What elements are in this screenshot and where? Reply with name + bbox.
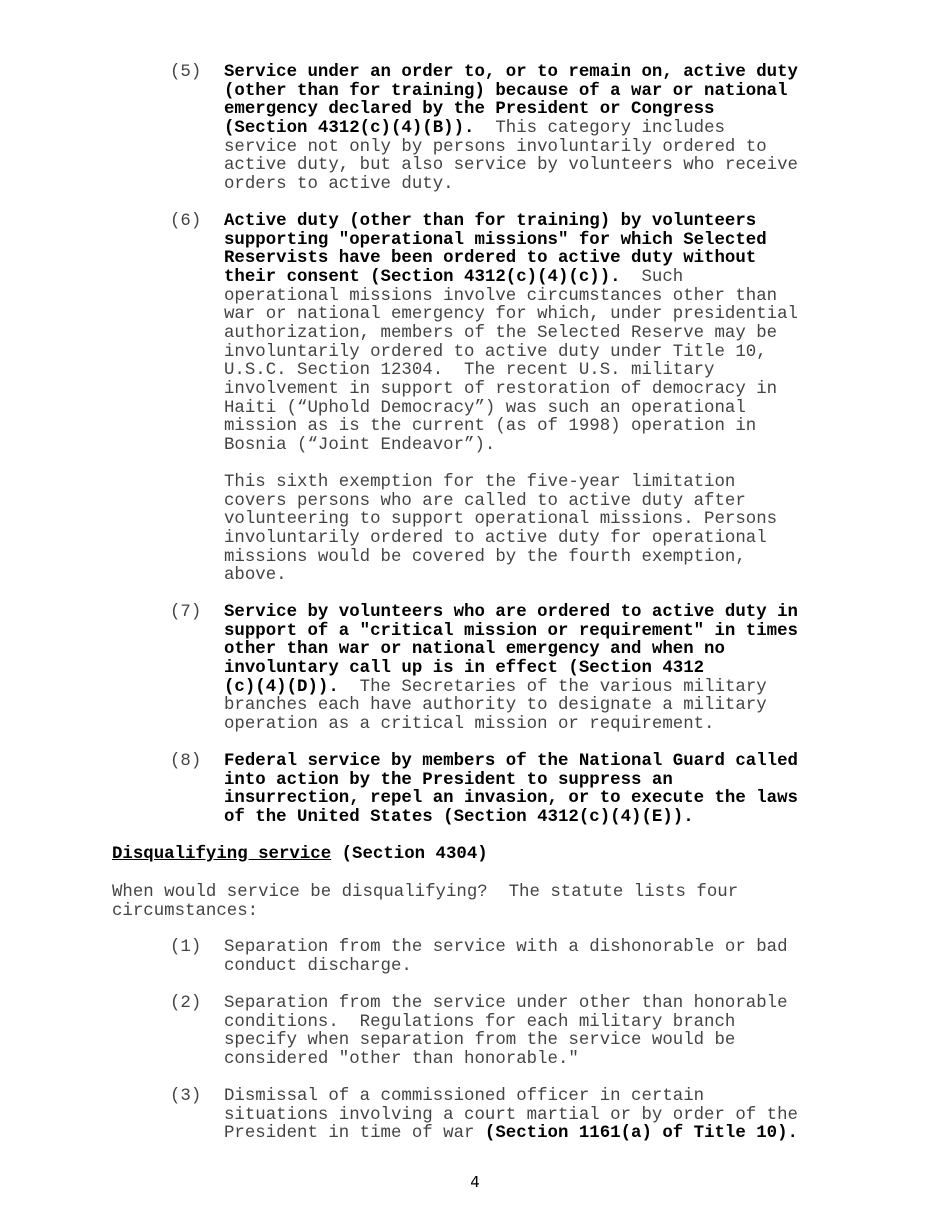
page-number: 4 xyxy=(470,1173,480,1191)
item-text: Service under an order to, or to remain on, active duty (other than for training) because of a war or national emergency declared by the President or Congress (Section 4312(c)(4)(B)). This category includes service not only by persons involuntarily ordered to active duty, but also service by volunteers who receive orders to active duty. xyxy=(224,63,798,194)
item-text: Service by volunteers who are ordered to active duty in support of a "critical mission or requirement" in times other than war or national emergency and when no involuntary call up is in effect (Section 4312 (c)(4)(D)). The Secretaries of the various military branches each have authority to designate a military operation as a critical mission or requirement. xyxy=(224,603,798,734)
item-number: (6) xyxy=(170,212,202,231)
section-heading xyxy=(112,846,852,865)
item-text: Active duty (other than for training) by volunteers supporting "operational missions" for which Selected Reservists have been ordered to active duty without their consent (Section 4312(c)(4)(c)). Such operational missions involve circumstances other than war or national emergency for which, under presidential authorization, members of the Selected Reserve may be involuntarily ordered to active duty under Title 10, U.S.C. Section 12304. The recent U.S. military involvement in support of restoration of democracy in Haiti (“Uphold Democracy”) was such an operational mission as is the current (as of 1998) operation in Bosnia (“Joint Endeavor”). xyxy=(224,212,798,455)
item-text: Dismissal of a commissioned officer in certain situations involving a court martial or by order of the President in time of war (Section 1161(a) of Title 10). xyxy=(224,1087,798,1144)
item-number: (1) xyxy=(170,938,202,957)
item-text: Separation from the service under other than honorable conditions. Regulations for each military branch specify when separation from the service would be considered "other than honorable." xyxy=(224,994,788,1069)
item-number: (8) xyxy=(170,752,202,771)
item-number: (5) xyxy=(170,63,202,82)
item-6-followup-paragraph: This sixth exemption for the five-year limitation covers persons who are called to active duty after volunteering to support operational missions. Persons involuntarily ordered to active duty for operational missions would be covered by the fourth exemption, above. xyxy=(224,473,778,586)
item-number: (3) xyxy=(170,1087,202,1106)
item-number: (2) xyxy=(170,994,202,1013)
heading-section-ref: (Section 4304) xyxy=(331,845,488,864)
heading-title: Disqualifying service xyxy=(112,845,332,864)
item-text: Federal service by members of the National Guard called into action by the President to suppress an insurrection, repel an invasion, or to execute the laws of the United States (Section 4312(c)(4)(E)). xyxy=(224,752,798,827)
intro-paragraph: When would service be disqualifying? The statute lists four circumstances: xyxy=(112,883,739,921)
item-number: (7) xyxy=(170,603,202,622)
item-text: Separation from the service with a dishonorable or bad conduct discharge. xyxy=(224,938,788,976)
